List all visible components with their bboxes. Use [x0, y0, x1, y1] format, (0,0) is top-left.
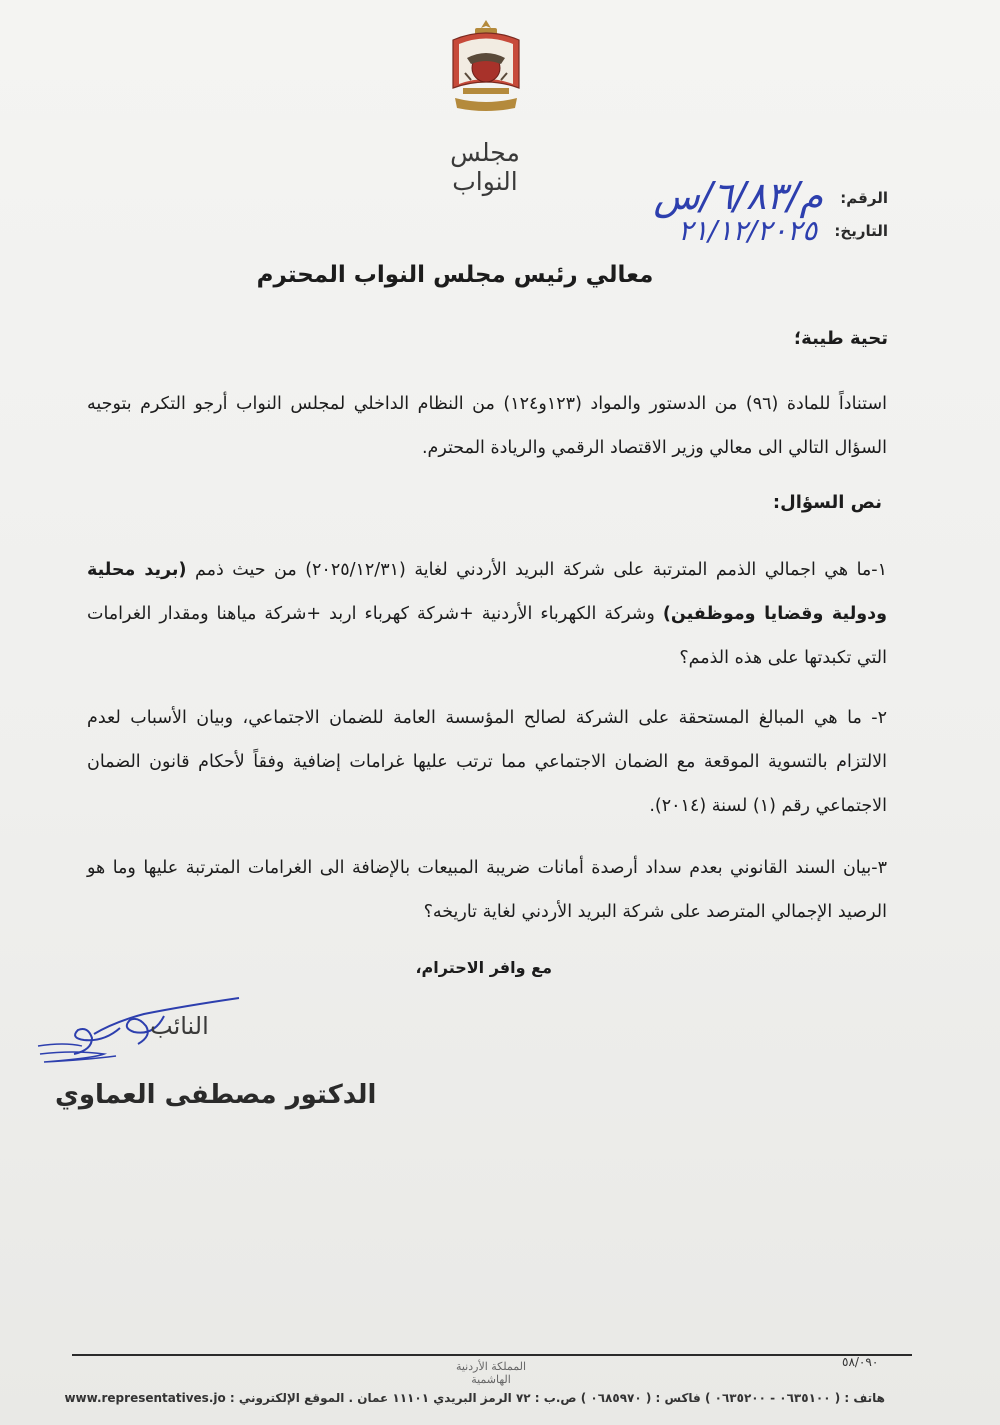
reference-number: م/٦/٨٣/س — [653, 174, 824, 218]
question-3: ٣-بيان السند القانوني بعدم سداد أرصدة أمانات ضريبة المبيعات بالإضافة الى الغرامات المترتبة عليها وما هو الرصيد الإجمالي المترصد على شركة البريد الأردني لغاية تاريخه؟ — [87, 858, 887, 922]
signatory-name: الدكتور مصطفى العماوي — [55, 1080, 377, 1110]
handwritten-signature — [34, 992, 249, 1067]
question-1-part-1: ١-ما هي اجمالي الذمم المترتبة على شركة البريد الأردني لغاية (٢٠٢٥/١٢/٣١) من حيث ذمم — [186, 560, 887, 580]
parliament-caption: مجلس النواب — [450, 138, 520, 196]
reference-row — [653, 168, 888, 218]
question-2: ٢- ما هي المبالغ المستحقة على الشركة لصالح المؤسسة العامة للضمان الاجتماعي، وبيان الأسباب لعدم الالتزام بالتسوية الموقعة مع الضمان الاجتماعي مما ترتب عليها غرامات إضافية وفقاً لأحكام قانون الضمان الاجتماعي رقم (١) لسنة (٢٠١٤). — [87, 708, 887, 816]
date-value: ٢١/١٢/٢٠٢٥ — [677, 214, 818, 247]
footer-serial-number: ٥٨/٠٩٠ — [842, 1355, 879, 1369]
letter-title: معالي رئيس مجلس النواب المحترم — [256, 262, 654, 288]
intro-paragraph: استناداً للمادة (٩٦) من الدستور والمواد (١٢٣و١٢٤) من النظام الداخلي لمجلس النواب أرجو التكرم بتوجيه السؤال التالي الى معالي وزير الاقتصاد الرقمي والريادة المحترم. — [87, 394, 887, 458]
footer-contact-info — [64, 1391, 885, 1405]
date-row — [677, 210, 888, 247]
signatory-title: النائب — [150, 1012, 209, 1040]
jordan-coat-of-arms-logo — [445, 18, 527, 118]
footer-contact-text: هاتف : ( ٠٦٣٥١٠٠ - ٠٦٣٥٢٠٠ ) فاكس : ( ٠٦٨٥٩٧٠ ) ص.ب : ٧٢ الرمز البريدي ١١١٠١ عمان . الموقع الإلكتروني : — [225, 1391, 885, 1405]
closing-line: مع وافر الاحترام، — [415, 958, 552, 977]
date-label: التاريخ: — [834, 222, 888, 240]
question-1-bold: (بريد محلية ودولية وقضايا وموظفين) — [87, 560, 887, 624]
greeting: تحية طيبة؛ — [793, 328, 888, 349]
questions-heading: نص السؤال: — [772, 492, 882, 513]
footer-website: www.representatives.jo — [64, 1391, 226, 1405]
footer-logo: المملكة الأردنية الهاشمية — [455, 1360, 527, 1386]
question-1-part-2: وشركة الكهرباء الأردنية +شركة كهرباء اربد +شركة مياهنا ومقدار الغرامات التي تكبدتها على هذه الذمم؟ — [87, 604, 887, 668]
footer-divider — [72, 1354, 912, 1356]
reference-label: الرقم: — [840, 189, 888, 207]
question-1 — [87, 548, 887, 680]
